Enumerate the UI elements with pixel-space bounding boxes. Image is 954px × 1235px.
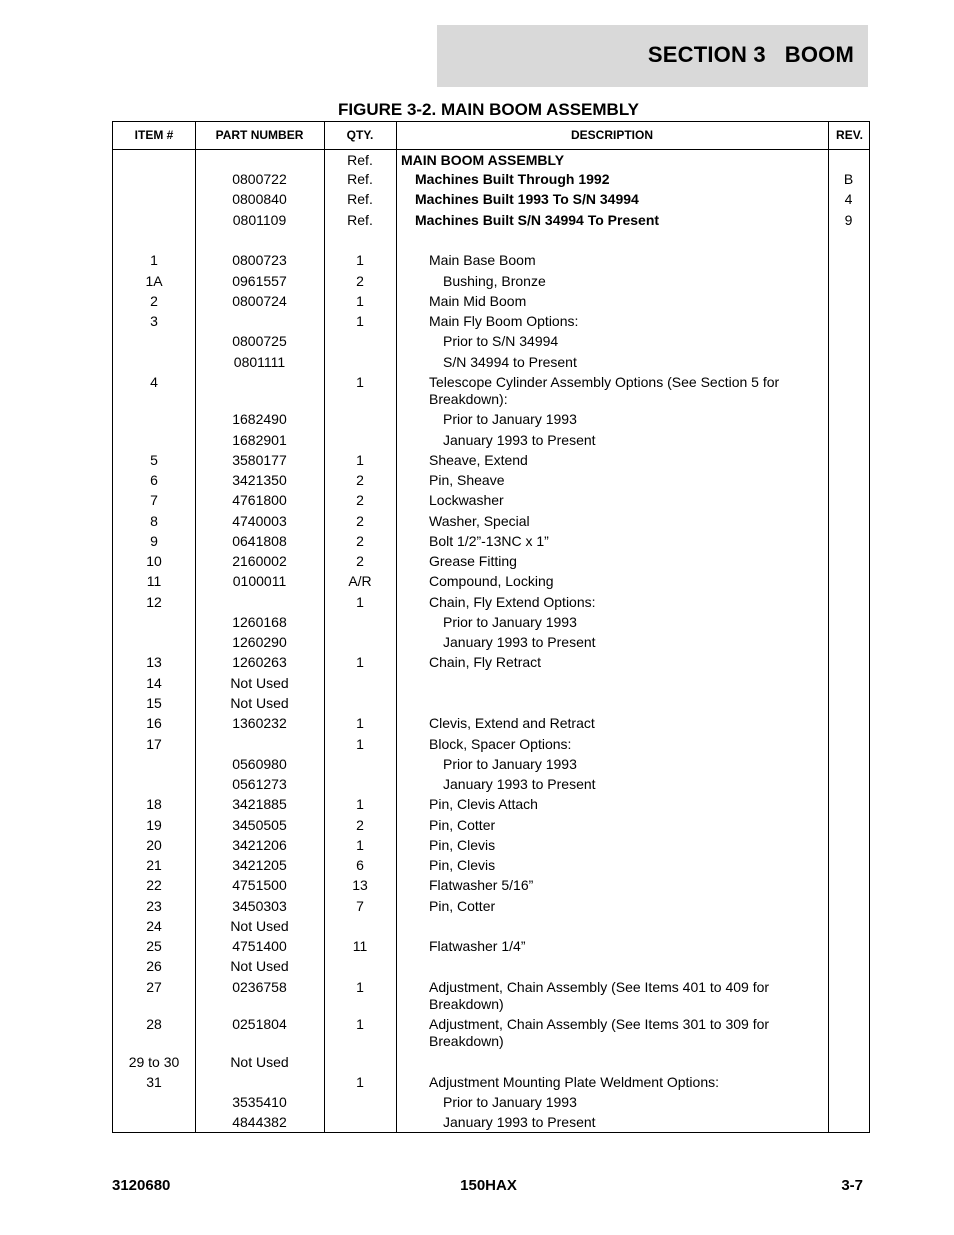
rev-cell: 4 bbox=[844, 191, 853, 207]
part-number-cell: 0801109 bbox=[232, 212, 287, 228]
part-number-cell: 1682490 bbox=[232, 411, 287, 427]
rev-cell: B bbox=[843, 171, 854, 187]
description-cell: Flatwasher 5/16” bbox=[429, 877, 534, 893]
part-number-cell: 0800840 bbox=[232, 191, 287, 207]
item-cell: 13 bbox=[146, 654, 162, 670]
header-qty: QTY. bbox=[346, 128, 374, 142]
qty-cell: 1 bbox=[356, 715, 364, 731]
part-number-cell: 0801111 bbox=[233, 354, 286, 370]
part-number-cell: 0800722 bbox=[232, 171, 287, 187]
item-cell: 20 bbox=[146, 837, 162, 853]
qty-cell: 1 bbox=[356, 654, 364, 670]
qty-cell: 1 bbox=[356, 837, 364, 853]
qty-cell: 2 bbox=[356, 533, 364, 549]
header-rev: REV. bbox=[836, 128, 863, 142]
part-number-cell: 0800725 bbox=[232, 333, 287, 349]
part-number-cell: 3421206 bbox=[232, 837, 287, 853]
qty-cell: 2 bbox=[356, 513, 364, 529]
item-cell: 22 bbox=[146, 877, 162, 893]
item-cell: 17 bbox=[146, 736, 162, 752]
part-number-cell: 0641808 bbox=[232, 533, 287, 549]
footer-model: 150HAX bbox=[460, 1177, 517, 1194]
qty-cell: Ref. bbox=[347, 171, 373, 187]
part-number-cell: 0800723 bbox=[232, 252, 287, 268]
part-number-cell: 2160002 bbox=[232, 553, 287, 569]
description-cell: Adjustment, Chain Assembly (See Items 401 to 409 for Breakdown) bbox=[429, 979, 770, 1012]
description-cell: Prior to January 1993 bbox=[443, 411, 577, 427]
qty-cell: 1 bbox=[356, 736, 364, 752]
description-cell: Adjustment, Chain Assembly (See Items 301 to 309 for Breakdown) bbox=[429, 1016, 770, 1049]
description-cell: Pin, Clevis Attach bbox=[429, 796, 538, 812]
description-cell: January 1993 to Present bbox=[443, 634, 596, 650]
part-number-cell: 0560980 bbox=[232, 756, 287, 772]
description-cell: Main Base Boom bbox=[429, 252, 536, 268]
part-number-cell: 3421350 bbox=[232, 472, 287, 488]
header-part-number: PART NUMBER bbox=[215, 128, 304, 142]
item-cell: 27 bbox=[146, 979, 162, 995]
description-cell: Machines Built Through 1992 bbox=[415, 171, 610, 187]
description-cell: Machines Built S/N 34994 To Present bbox=[415, 212, 660, 228]
part-number-cell: 4751500 bbox=[232, 877, 287, 893]
description-cell: Bushing, Bronze bbox=[443, 273, 546, 289]
item-cell: 9 bbox=[150, 533, 158, 549]
header-item: ITEM # bbox=[134, 128, 174, 142]
header-description: DESCRIPTION bbox=[570, 128, 653, 142]
qty-cell: 1 bbox=[356, 374, 364, 390]
qty-cell: Ref. bbox=[347, 212, 373, 228]
description-cell: Prior to January 1993 bbox=[443, 1094, 577, 1110]
item-cell: 29 to 30 bbox=[128, 1054, 180, 1070]
qty-cell: 1 bbox=[356, 979, 364, 995]
description-cell: January 1993 to Present bbox=[443, 1114, 596, 1130]
figure-title: FIGURE 3-2. MAIN BOOM ASSEMBLY bbox=[338, 100, 639, 119]
description-cell: MAIN BOOM ASSEMBLY bbox=[401, 152, 565, 168]
description-cell: Sheave, Extend bbox=[429, 452, 528, 468]
part-number-cell: 1682901 bbox=[232, 432, 287, 448]
item-cell: 19 bbox=[146, 817, 162, 833]
part-number-cell: 4844382 bbox=[232, 1114, 287, 1130]
item-cell: 18 bbox=[146, 796, 162, 812]
item-cell: 11 bbox=[146, 573, 162, 589]
description-cell: Bolt 1/2”-13NC x 1” bbox=[429, 533, 549, 549]
description-cell: Machines Built 1993 To S/N 34994 bbox=[415, 191, 639, 207]
description-cell: Clevis, Extend and Retract bbox=[429, 715, 595, 731]
qty-cell: 2 bbox=[356, 273, 364, 289]
description-cell: Block, Spacer Options: bbox=[429, 736, 572, 752]
description-cell: Prior to S/N 34994 bbox=[443, 333, 559, 349]
part-number-cell: Not Used bbox=[230, 958, 289, 974]
item-cell: 31 bbox=[146, 1074, 162, 1090]
qty-cell: 7 bbox=[356, 898, 364, 914]
description-cell: Pin, Clevis bbox=[429, 857, 496, 873]
part-number-cell: Not Used bbox=[230, 918, 289, 934]
part-number-cell: 4751400 bbox=[232, 938, 287, 954]
part-number-cell: 3580177 bbox=[232, 452, 287, 468]
part-number-cell: 0236758 bbox=[232, 979, 287, 995]
item-cell: 4 bbox=[150, 374, 158, 390]
qty-cell: 2 bbox=[356, 817, 364, 833]
qty-cell: 11 bbox=[352, 938, 368, 954]
part-number-cell: 0561273 bbox=[232, 776, 287, 792]
part-number-cell: 4761800 bbox=[232, 492, 287, 508]
qty-cell: 1 bbox=[356, 594, 364, 610]
item-cell: 10 bbox=[146, 553, 162, 569]
qty-cell: 1 bbox=[356, 796, 364, 812]
column-divider bbox=[396, 122, 397, 1132]
item-cell: 1 bbox=[150, 252, 158, 268]
parts-table bbox=[112, 121, 870, 1133]
description-cell: Chain, Fly Extend Options: bbox=[429, 594, 596, 610]
item-cell: 7 bbox=[150, 492, 158, 508]
part-number-cell: 1260290 bbox=[232, 634, 287, 650]
description-cell: Pin, Sheave bbox=[429, 472, 505, 488]
rev-cell: 9 bbox=[844, 212, 853, 228]
qty-cell: Ref. bbox=[347, 152, 373, 168]
header-divider bbox=[113, 149, 869, 150]
description-cell: Washer, Special bbox=[429, 513, 530, 529]
section-title: SECTION 3 BOOM bbox=[647, 42, 854, 67]
item-cell: 12 bbox=[146, 594, 162, 610]
item-cell: 8 bbox=[150, 513, 158, 529]
item-cell: 1A bbox=[145, 273, 163, 289]
part-number-cell: 4740003 bbox=[232, 513, 287, 529]
qty-cell: 1 bbox=[356, 313, 364, 329]
qty-cell: 1 bbox=[356, 1074, 364, 1090]
description-cell: Chain, Fly Retract bbox=[429, 654, 542, 670]
part-number-cell: 0100011 bbox=[232, 573, 287, 589]
section-banner bbox=[437, 25, 868, 87]
column-divider bbox=[828, 122, 829, 1132]
description-cell: January 1993 to Present bbox=[443, 432, 596, 448]
description-cell: Grease Fitting bbox=[429, 553, 517, 569]
part-number-cell: 0251804 bbox=[232, 1016, 287, 1032]
footer-doc-number: 3120680 bbox=[112, 1177, 171, 1194]
part-number-cell: 0961557 bbox=[232, 273, 287, 289]
description-cell: S/N 34994 to Present bbox=[443, 354, 577, 370]
footer-page-number: 3-7 bbox=[841, 1177, 863, 1194]
part-number-cell: 1260263 bbox=[232, 654, 287, 670]
description-cell: Lockwasher bbox=[429, 492, 504, 508]
part-number-cell: 3421205 bbox=[232, 857, 287, 873]
item-cell: 6 bbox=[150, 472, 158, 488]
description-cell: Pin, Clevis bbox=[429, 837, 496, 853]
item-cell: 28 bbox=[146, 1016, 162, 1032]
part-number-cell: 3450303 bbox=[232, 898, 287, 914]
item-cell: 23 bbox=[146, 898, 162, 914]
part-number-cell: Not Used bbox=[230, 675, 289, 691]
part-number-cell: 1260168 bbox=[232, 614, 287, 630]
description-cell: Telescope Cylinder Assembly Options (See Section 5 for Breakdown): bbox=[429, 374, 780, 407]
part-number-cell: Not Used bbox=[230, 1054, 289, 1070]
part-number-cell: 0800724 bbox=[232, 293, 287, 309]
item-cell: 2 bbox=[150, 293, 158, 309]
description-cell: Pin, Cotter bbox=[429, 817, 496, 833]
part-number-cell: Not Used bbox=[230, 695, 289, 711]
description-cell: Compound, Locking bbox=[429, 573, 554, 589]
description-cell: Adjustment Mounting Plate Weldment Options: bbox=[429, 1074, 720, 1090]
item-cell: 26 bbox=[146, 958, 162, 974]
description-cell: Prior to January 1993 bbox=[443, 756, 577, 772]
description-cell: Prior to January 1993 bbox=[443, 614, 577, 630]
description-cell: Main Mid Boom bbox=[429, 293, 527, 309]
qty-cell: 2 bbox=[356, 472, 364, 488]
part-number-cell: 1360232 bbox=[232, 715, 287, 731]
qty-cell: 2 bbox=[356, 553, 364, 569]
description-cell: Pin, Cotter bbox=[429, 898, 496, 914]
qty-cell: 6 bbox=[356, 857, 364, 873]
item-cell: 21 bbox=[146, 857, 162, 873]
item-cell: 3 bbox=[150, 313, 158, 329]
item-cell: 15 bbox=[146, 695, 162, 711]
item-cell: 24 bbox=[146, 918, 162, 934]
qty-cell: 1 bbox=[356, 1016, 364, 1032]
qty-cell: 2 bbox=[356, 492, 364, 508]
item-cell: 16 bbox=[146, 715, 162, 731]
part-number-cell: 3535410 bbox=[232, 1094, 287, 1110]
qty-cell: 13 bbox=[352, 877, 368, 893]
item-cell: 14 bbox=[146, 675, 162, 691]
qty-cell: Ref. bbox=[347, 191, 373, 207]
description-cell: Main Fly Boom Options: bbox=[429, 313, 579, 329]
description-cell: Flatwasher 1/4” bbox=[429, 938, 526, 954]
qty-cell: A/R bbox=[348, 573, 372, 589]
part-number-cell: 3450505 bbox=[232, 817, 287, 833]
description-cell: January 1993 to Present bbox=[443, 776, 596, 792]
item-cell: 25 bbox=[146, 938, 162, 954]
qty-cell: 1 bbox=[356, 293, 364, 309]
qty-cell: 1 bbox=[356, 452, 364, 468]
part-number-cell: 3421885 bbox=[232, 796, 287, 812]
item-cell: 5 bbox=[150, 452, 158, 468]
qty-cell: 1 bbox=[356, 252, 364, 268]
